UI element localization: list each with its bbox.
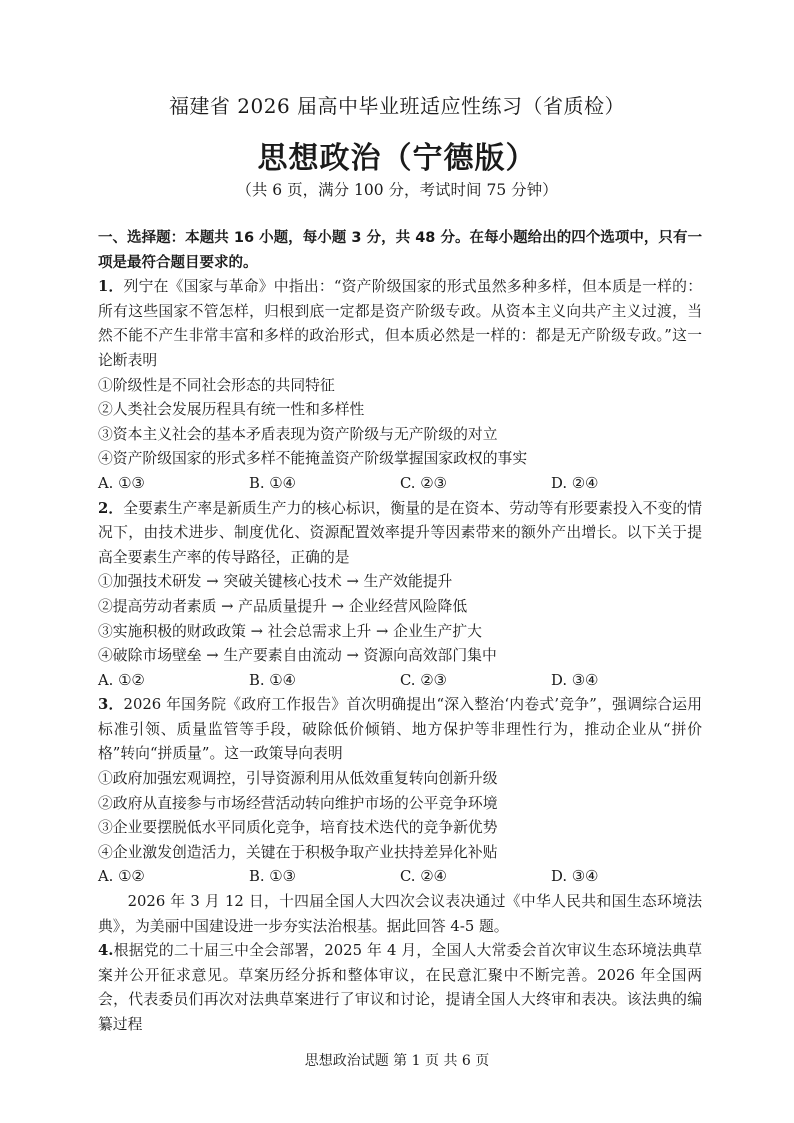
option-d: D. ②④	[551, 474, 599, 492]
option-a: A. ①②	[98, 868, 145, 886]
question-1-item-1: ①阶级性是不同社会形态的共同特征	[98, 376, 335, 394]
exam-title: 思想政治（宁德版）	[257, 141, 537, 176]
option-d: D. ③④	[551, 671, 599, 689]
page-footer: 思想政治试题 第 1 页 共 6 页	[304, 1053, 490, 1069]
question-3-options	[98, 865, 702, 890]
question-2-text: 全要素生产率是新质生产力的核心标识，衡量的是在资本、劳动等有形要素投入不变的情况下，由技术进步、制度优化、资源配置效率提升等因素带来的额外产出增长。以下关于提高全要素生产率的传导路径，正确的是	[98, 499, 702, 566]
question-1-item-3: ③资本主义社会的基本矛盾表现为资产阶级与无产阶级的对立	[98, 425, 498, 443]
question-2-number: 2．	[98, 499, 124, 517]
exam-header-line: 福建省 2026 届高中毕业班适应性练习（省质检）	[168, 94, 626, 118]
option-b: B. ①④	[249, 671, 296, 689]
question-3-item-4: ④企业激发创造活力，关键在于积极争取产业扶持差异化补贴	[98, 843, 498, 861]
question-1-stem	[98, 275, 702, 373]
question-3-stem	[98, 693, 702, 767]
question-1-item-2: ②人类社会发展历程具有统一性和多样性	[98, 401, 365, 419]
question-2-options	[98, 669, 702, 694]
question-1-text: 列宁在《国家与革命》中指出：“资产阶级国家的形式虽然多种多样，但本质是一样的：所有这些国家不管怎样，归根到底一定都是资产阶级专政。从资本主义向共产主义过渡，当然不能不产生非常丰富和多样的政治形式，但本质必然是一样的：都是无产阶级专政。”这一论断表明	[98, 278, 702, 369]
shared-passage: 2026 年 3 月 12 日，十四届全国人大四次会议表决通过《中华人民共和国生态环境法典》，为美丽中国建设进一步夯实法治根基。据此回答 4-5 题。	[98, 893, 702, 935]
question-3-item-3: ③企业要摆脱低水平同质化竞争，培育技术迭代的竞争新优势	[98, 819, 498, 837]
option-a: A. ①②	[98, 671, 145, 689]
exam-info: （共 6 页，满分 100 分，考试时间 75 分钟）	[236, 181, 558, 199]
question-1-item-4: ④资产阶级国家的形式多样不能掩盖资产阶级掌握国家政权的事实	[98, 450, 528, 468]
question-2-item-3: ③实施积极的财政政策 → 社会总需求上升 → 企业生产扩大	[98, 622, 482, 640]
question-2-stem	[98, 497, 702, 571]
option-c: C. ②④	[400, 868, 447, 886]
exam-content	[98, 226, 702, 1038]
question-4-text: 根据党的二十届三中全会部署，2025 年 4 月，全国人大常委会首次审议生态环境法典草案并公开征求意见。草案历经分拆和整体审议，在民意汇聚中不断完善。2026 年全国两会，代表委员们再次对法典草案进行了审议和讨论，提请全国人大终审和表决。该法典的编纂过程	[98, 942, 702, 1033]
question-3-item-2: ②政府从直接参与市场经营活动转向维护市场的公平竞争环境	[98, 794, 498, 812]
question-2-item-4: ④破除市场壁垒 → 生产要素自由流动 → 资源向高效部门集中	[98, 647, 497, 665]
question-2-item-2: ②提高劳动者素质 → 产品质量提升 → 企业经营风险降低	[98, 597, 468, 615]
question-4-number: 4.	[98, 942, 114, 960]
option-b: B. ①④	[249, 474, 296, 492]
option-a: A. ①③	[98, 474, 145, 492]
question-2-item-1: ①加强技术研发 → 突破关键核心技术 → 生产效能提升	[98, 573, 453, 591]
question-3-item-1: ①政府加强宏观调控，引导资源利用从低效重复转向创新升级	[98, 770, 498, 788]
question-1-options	[98, 472, 702, 497]
question-3-number: 3．	[98, 696, 124, 714]
option-c: C. ②③	[400, 474, 447, 492]
option-b: B. ①③	[249, 868, 296, 886]
question-3-text: 2026 年国务院《政府工作报告》首次明确提出“深入整治‘内卷式’竞争”，强调综合运用标准引领、质量监管等手段，破除低价倾销、地方保护等非理性行为，推动企业从“拼价格”转向“拼质量”。这一政策导向表明	[98, 696, 703, 763]
question-1-number: 1．	[98, 278, 124, 296]
option-c: C. ②③	[400, 671, 447, 689]
section-heading: 一、选择题：本题共 16 小题，每小题 3 分，共 48 分。在每小题给出的四个选项中，只有一项是最符合题目要求的。	[98, 230, 702, 271]
option-d: D. ③④	[551, 868, 599, 886]
question-4-stem	[98, 939, 702, 1037]
